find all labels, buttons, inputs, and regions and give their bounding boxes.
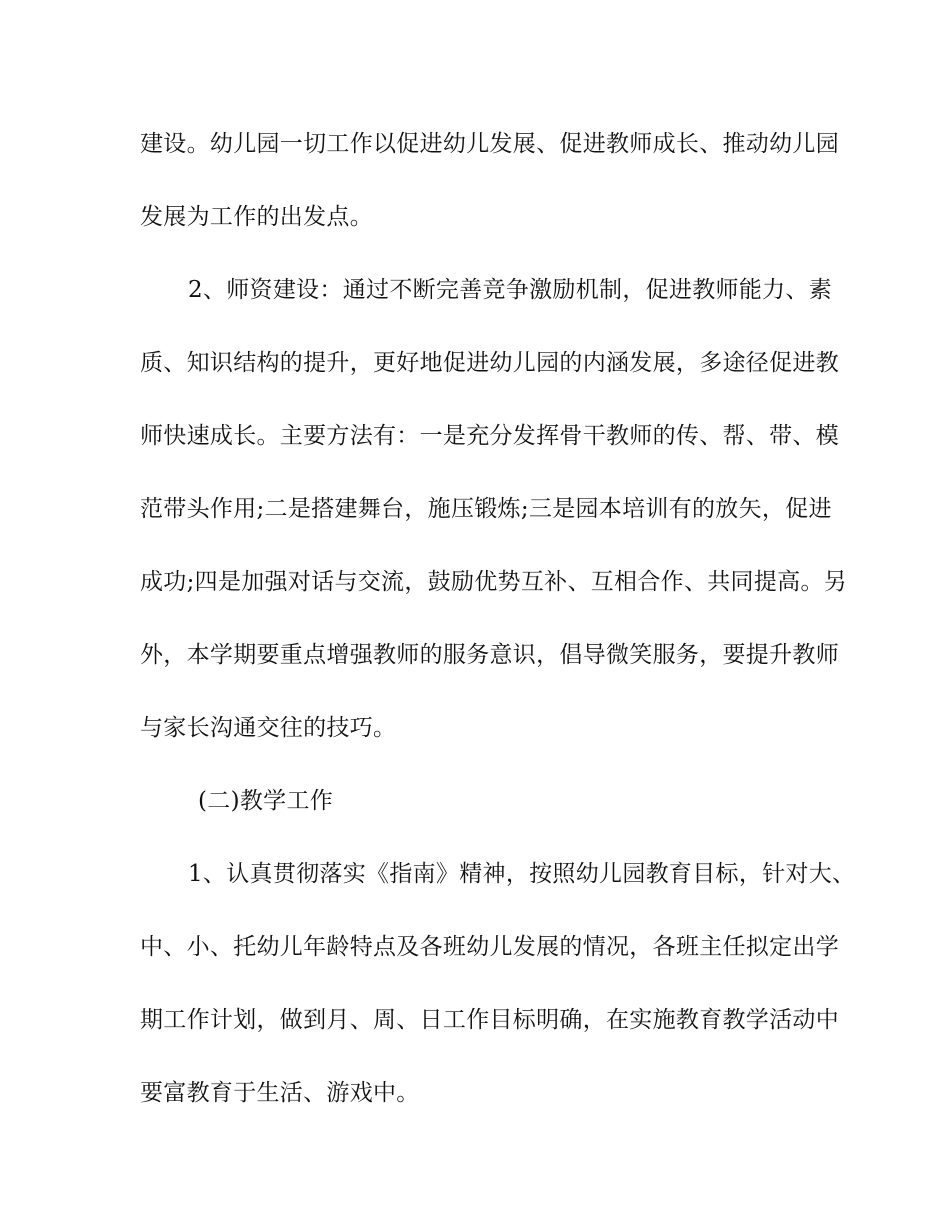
paragraph-line: 中、小、托幼儿年龄特点及各班幼儿发展的情况，各班主任拟定出学 bbox=[140, 934, 839, 960]
section-heading: (二)教学工作 bbox=[198, 788, 334, 814]
paragraph-line: 2、师资建设：通过不断完善竞争激励机制，促进教师能力、素 bbox=[188, 277, 833, 303]
paragraph-line: 成功;四是加强对话与交流，鼓励优势互补、互相合作、共同提高。另 bbox=[140, 569, 848, 595]
paragraph-line: 期工作计划，做到月、周、日工作目标明确，在实施教育教学活动中 bbox=[140, 1007, 839, 1033]
paragraph-line: 与家长沟通交往的技巧。 bbox=[140, 715, 397, 741]
paragraph-line: 要富教育于生活、游戏中。 bbox=[140, 1080, 420, 1106]
paragraph-line: 范带头作用;二是搭建舞台，施压锻炼;三是园本培训有的放矢，促进 bbox=[140, 496, 832, 522]
paragraph-line: 发展为工作的出发点。 bbox=[140, 204, 373, 230]
paragraph-line: 外，本学期要重点增强教师的服务意识，倡导微笑服务，要提升教师 bbox=[140, 642, 839, 668]
paragraph-line: 1、认真贯彻落实《指南》精神，按照幼儿园教育目标，针对大、 bbox=[188, 861, 856, 887]
paragraph-line: 师快速成长。主要方法有：一是充分发挥骨干教师的传、帮、带、模 bbox=[140, 423, 839, 449]
paragraph-line: 质、知识结构的提升，更好地促进幼儿园的内涵发展，多途径促进教 bbox=[140, 350, 839, 376]
paragraph-line: 建设。幼儿园一切工作以促进幼儿发展、促进教师成长、推动幼儿园 bbox=[140, 131, 839, 157]
